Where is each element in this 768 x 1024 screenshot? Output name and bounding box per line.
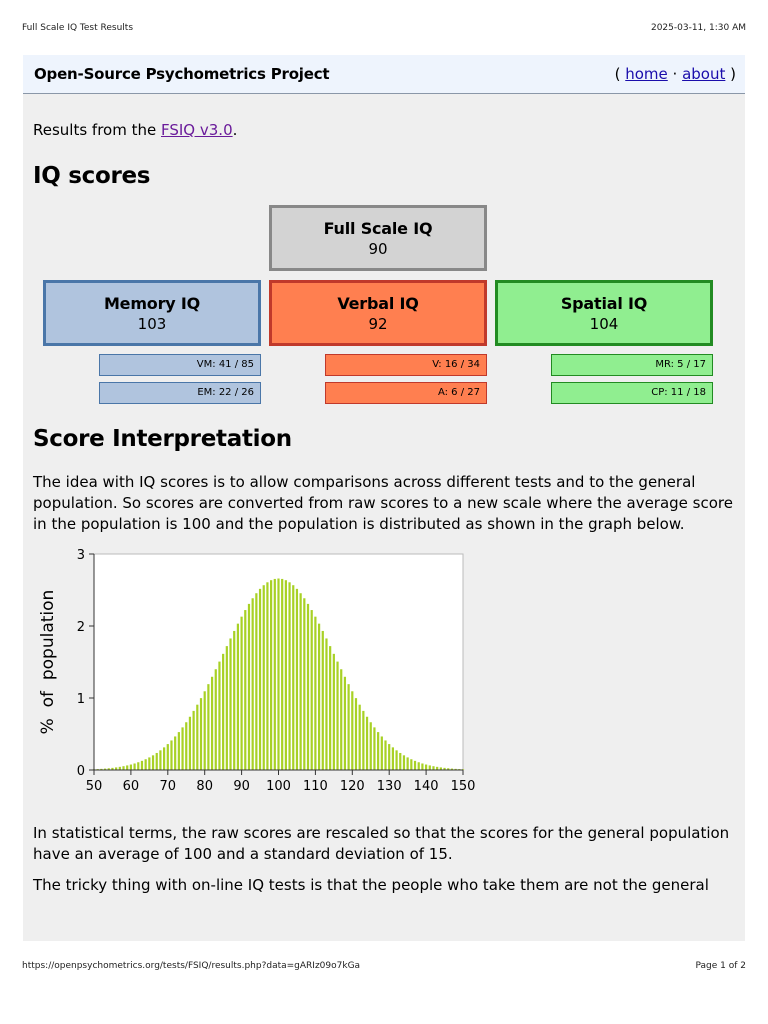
x-tick-label: 130 [376,779,402,794]
chart-bar [137,762,139,770]
chart-bar [403,755,405,770]
spatial-iq-value: 104 [589,314,619,333]
chart-bar [244,610,246,770]
chart-bar [388,744,390,770]
spatial-iq-box [495,280,713,346]
chart-bar [126,765,128,770]
chart-bar [344,677,346,770]
distribution-svg [23,543,493,813]
verbal-iq-label: Verbal IQ [337,293,419,313]
chart-bar [366,717,368,770]
chart-bar [152,755,154,770]
print-url: https://openpsychometrics.org/tests/FSIQ/results.php?data=gARIz09o7kGa [22,961,361,971]
chart-bar [381,736,383,770]
chart-bar [359,705,361,770]
chart-bar [211,677,213,770]
iq-distribution-chart [23,543,493,813]
chart-bar [229,638,231,770]
chart-bar [252,598,254,770]
chart-bar [425,765,427,770]
chart-bar [248,604,250,770]
chart-bar [277,579,279,770]
top-nav [615,65,736,83]
iq-score-diagram [33,205,735,425]
chart-bar [303,598,305,770]
chart-bar [329,646,331,770]
site-title: Open-Source Psychometrics Project [34,65,330,83]
chart-bar [410,759,412,770]
iq-scores-heading: IQ scores [33,163,151,189]
chart-bar [373,727,375,770]
nav-close-paren: ) [725,65,736,83]
chart-bar [145,759,147,770]
chart-bar [237,624,239,770]
chart-bar [300,593,302,770]
chart-bar [307,604,309,770]
y-tick-label: 0 [76,764,85,779]
nav-separator: · [667,65,683,83]
x-tick-label: 140 [413,779,439,794]
chart-bar [333,654,335,770]
y-tick-label: 3 [76,548,85,563]
chart-bar [130,765,132,770]
chart-bar [281,579,283,770]
chart-bar [421,763,423,770]
interp-paragraph-1: The idea with IQ scores is to allow comparisons across different tests and to the general population. So scores are converted from raw scores to a new scale where the average score in the population is 100 and the population is distributed as shown in the graph below. [33,473,733,533]
print-datetime: 2025-03-11, 1:30 AM [650,23,746,33]
print-page: Page 1 of 2 [695,961,746,971]
memory-iq-label: Memory IQ [103,293,201,313]
chart-bar [392,747,394,770]
chart-bar [351,691,353,770]
chart-bar [167,744,169,770]
y-axis-label: % of population [38,589,58,735]
chart-bar [148,757,150,770]
chart-bar [196,705,198,770]
chart-bar [122,766,124,770]
verbal-iq-value: 92 [368,314,388,333]
chart-bar [296,589,298,770]
chart-bar [288,582,290,770]
interp-paragraph-2: In statistical terms, the raw scores are rescaled so that the scores for the general population have an average of 100 and a standard deviation of 15. [33,824,730,863]
chart-bar [193,711,195,770]
fsiq-link[interactable]: FSIQ v3.0 [161,121,233,139]
x-tick-label: 150 [450,779,476,794]
memory-iq-value: 103 [137,314,167,333]
chart-bar [200,698,202,770]
x-tick-label: 90 [233,779,250,794]
chart-bar [292,585,294,770]
x-tick-label: 110 [302,779,328,794]
intro-line [33,121,735,139]
print-footer [22,961,746,971]
y-tick-label: 1 [76,692,85,707]
chart-bar [204,691,206,770]
chart-bar [340,669,342,770]
chart-bar [322,631,324,770]
chart-bar [263,585,265,770]
chart-bar [170,740,172,770]
about-link[interactable]: about [682,65,726,83]
print-title: Full Scale IQ Test Results [22,23,134,33]
chart-bar [318,624,320,770]
chart-bar [336,662,338,770]
chart-bar [384,740,386,770]
v-subscore: V: 16 / 34 [325,354,487,376]
cp-subscore: CP: 11 / 18 [551,382,713,404]
chart-bar [181,727,183,770]
chart-bar [259,589,261,770]
chart-bar [226,646,228,770]
spatial-iq-label: Spatial IQ [560,293,648,313]
home-link[interactable]: home [625,65,668,83]
x-tick-label: 100 [266,779,291,794]
memory-iq-box [43,280,261,346]
x-tick-label: 70 [159,779,177,794]
full-scale-iq-box [269,205,487,271]
full-scale-iq-value: 90 [368,239,388,258]
x-tick-label: 120 [339,779,365,794]
vm-subscore: VM: 41 / 85 [99,354,261,376]
a-subscore: A: 6 / 27 [325,382,487,404]
chart-bar [348,684,350,770]
chart-bar [414,761,416,770]
chart-bar [185,722,187,770]
chart-bar [270,580,272,770]
page-sheet [23,55,745,941]
score-interpretation-heading: Score Interpretation [33,426,292,452]
chart-bar [395,750,397,770]
x-tick-label: 80 [196,779,213,794]
chart-bar [377,732,379,770]
chart-bar [266,582,268,770]
chart-bar [141,761,143,770]
chart-bar [255,593,257,770]
nav-open-paren: ( [614,65,626,83]
chart-bar [362,711,364,770]
chart-bar [178,732,180,770]
chart-bar [418,762,420,770]
mr-subscore: MR: 5 / 17 [551,354,713,376]
main-content [23,121,745,896]
x-tick-label: 50 [85,779,103,794]
site-header [23,55,745,94]
chart-bar [218,662,220,770]
interp-paragraph-3: The tricky thing with on-line IQ tests is that the people who take them are not the general [33,876,709,894]
chart-bar [215,669,217,770]
chart-bar [240,617,242,770]
verbal-iq-box [269,280,487,346]
full-scale-iq-label: Full Scale IQ [323,218,433,238]
chart-bar [399,753,401,770]
chart-bar [174,736,176,770]
em-subscore: EM: 22 / 26 [99,382,261,404]
chart-bar [432,766,434,770]
chart-bar [314,617,316,770]
chart-bar [189,717,191,770]
chart-bar [429,765,431,770]
chart-bar [133,763,135,770]
chart-bar [207,684,209,770]
chart-bar [311,610,313,770]
chart-bar [163,747,165,770]
chart-bar [370,722,372,770]
intro-suffix: . [232,121,238,139]
chart-bar [325,638,327,770]
chart-bar [285,580,287,770]
print-header [22,23,746,33]
chart-bar [159,750,161,770]
chart-bar [274,579,276,770]
y-tick-label: 2 [76,620,85,635]
chart-bar [407,757,409,770]
chart-bar [222,654,224,770]
chart-bar [233,631,235,770]
chart-bar [355,698,357,770]
x-tick-label: 60 [122,779,140,794]
intro-prefix: Results from the [33,121,161,139]
chart-bar [156,753,158,770]
